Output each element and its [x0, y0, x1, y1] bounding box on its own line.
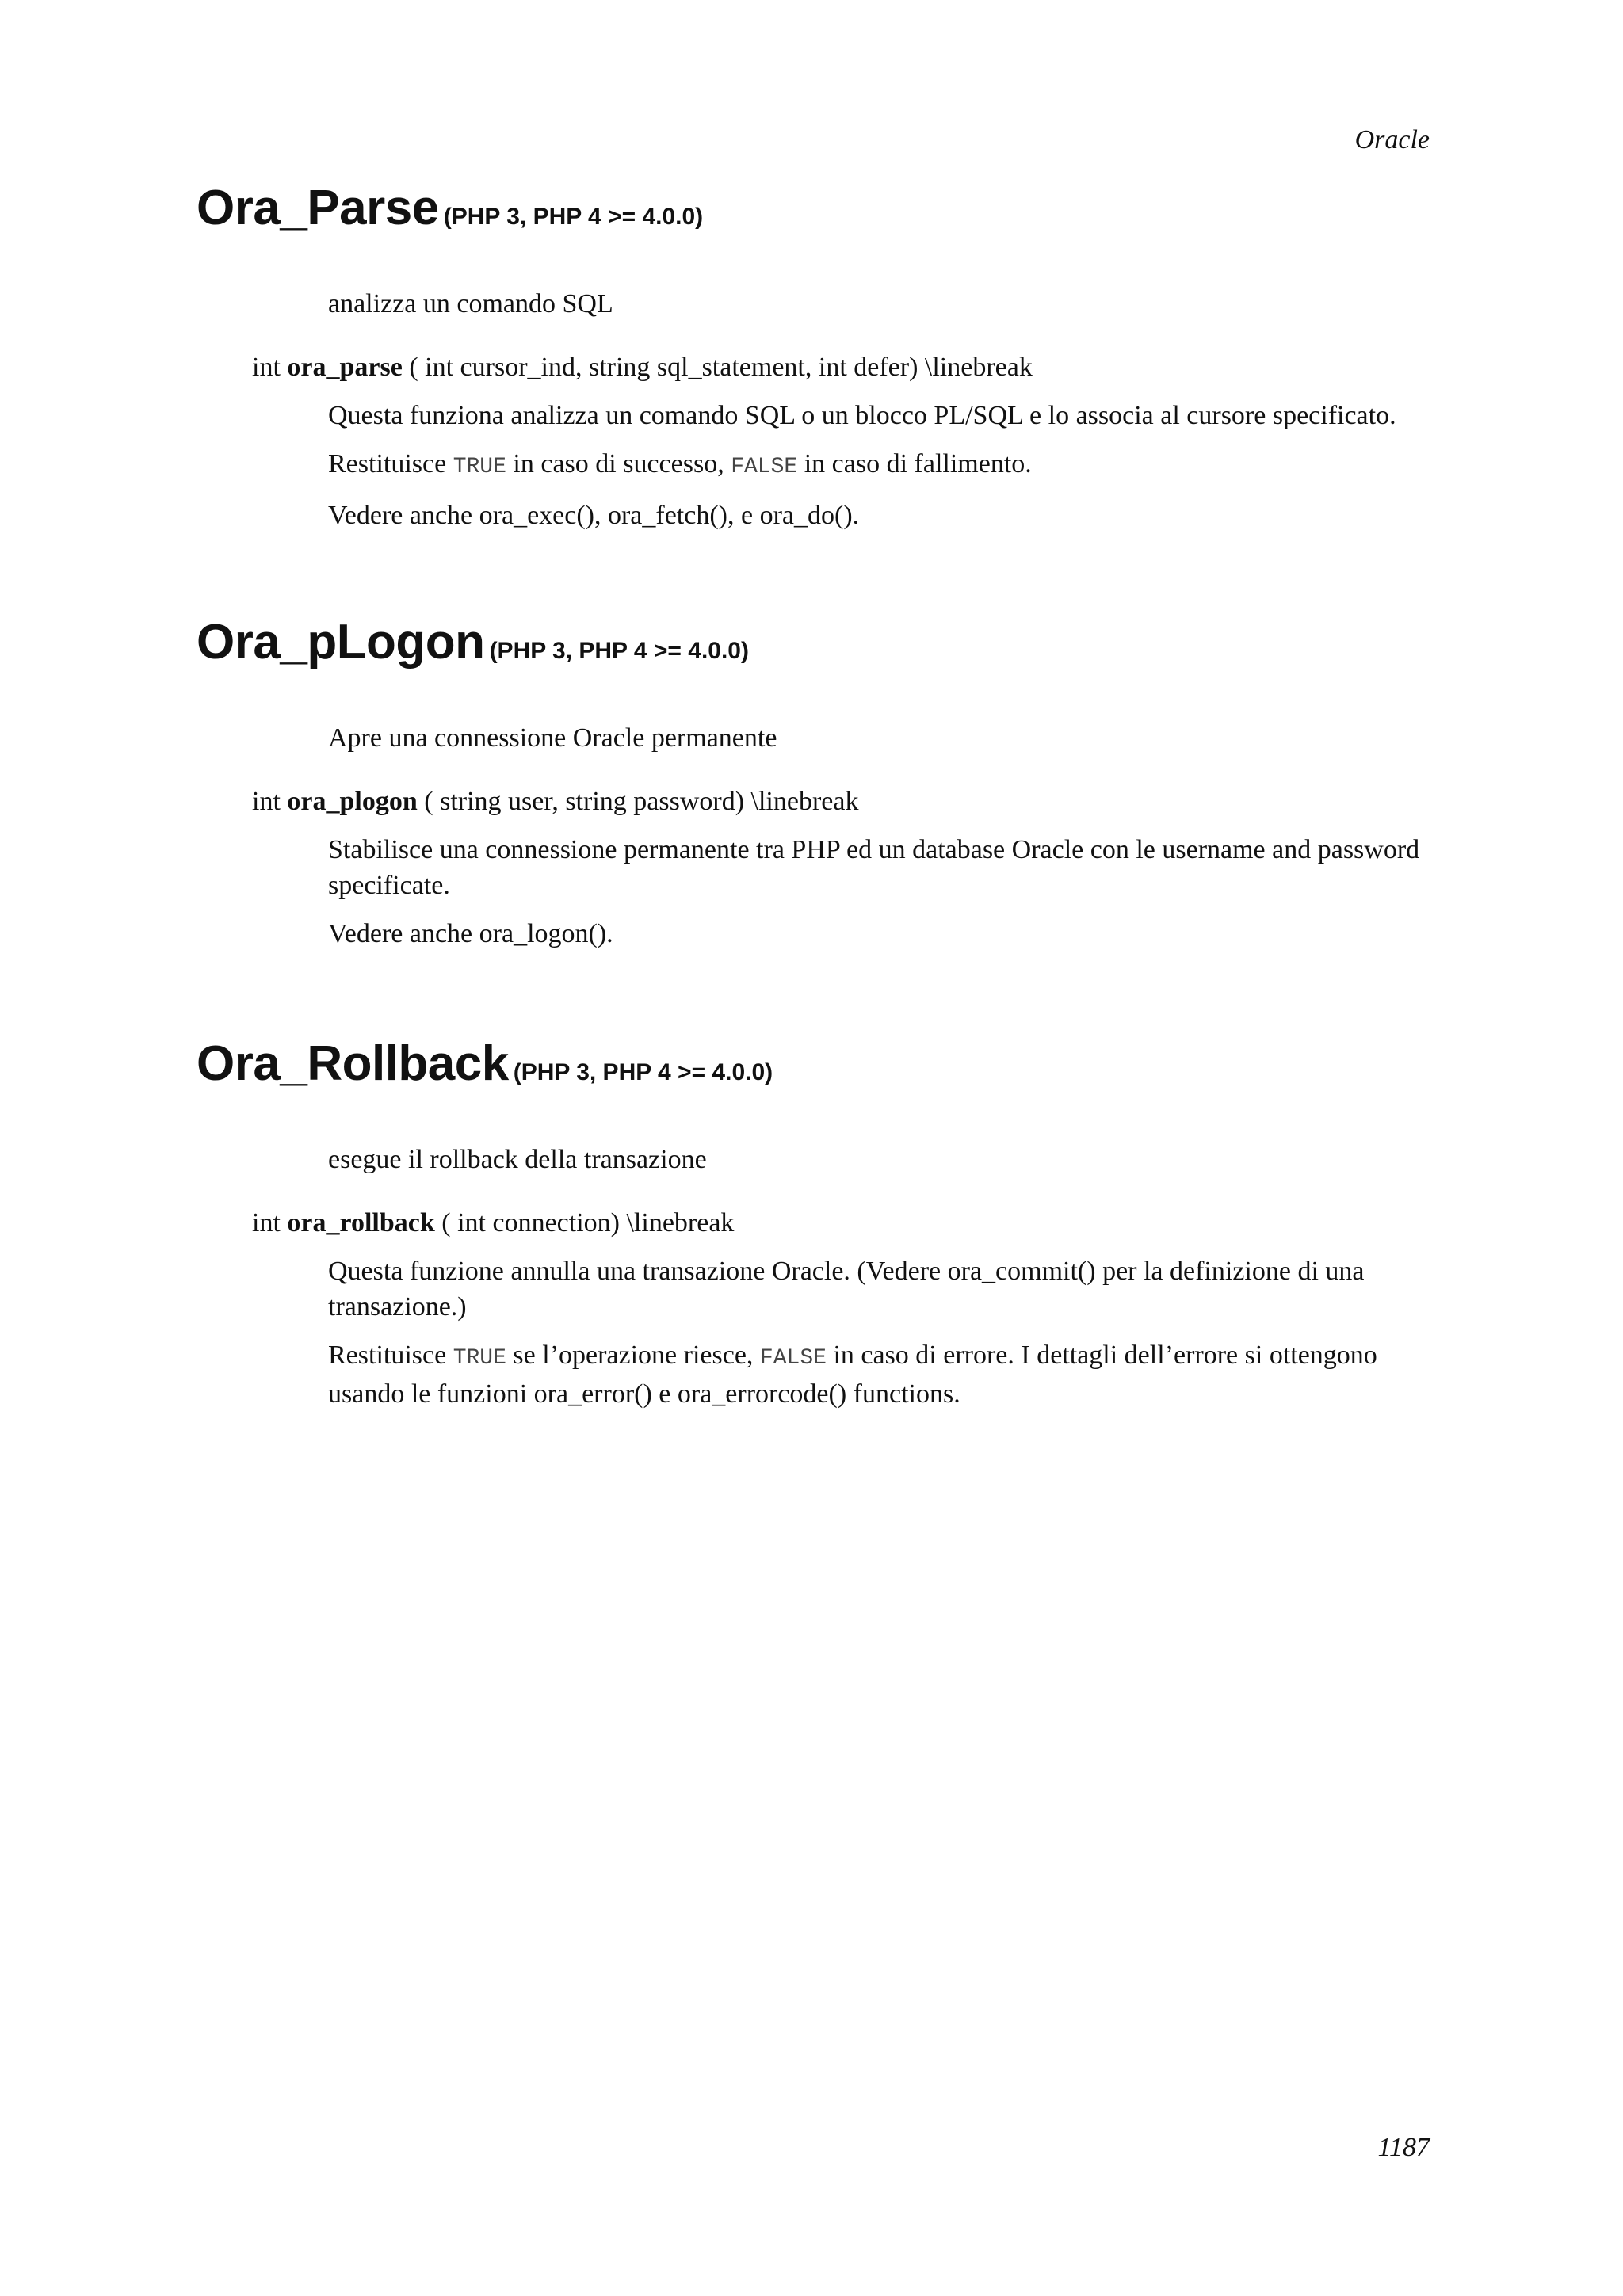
description-paragraph: Vedere anche ora_exec(), ora_fetch(), e ora_do(). — [328, 501, 860, 530]
description — [328, 832, 1438, 964]
function-args: ( int connection) \linebreak — [441, 1208, 735, 1238]
return-type: int — [252, 1208, 281, 1238]
function-synopsis — [252, 350, 1033, 385]
function-title: Ora_Rollback — [197, 1036, 509, 1091]
description-paragraph: Restituisce TRUE se l’operazione riesce, FALSE in caso di errore. I dettagli dell’errore si ottengono usando le funzioni ora_error() e ora_errorcode() functions. — [328, 1341, 1377, 1409]
purpose-text: analizza un comando SQL — [328, 289, 613, 318]
function-name: ora_parse — [287, 353, 403, 382]
description-paragraph: Restituisce TRUE in caso di successo, FALSE in caso di fallimento. — [328, 449, 1032, 479]
function-title: Ora_pLogon — [197, 615, 485, 669]
constant-true: TRUE — [453, 1346, 506, 1371]
function-synopsis — [252, 784, 858, 819]
constant-false: FALSE — [759, 1346, 827, 1371]
running-header: Oracle — [1354, 125, 1430, 154]
entry-title — [197, 1036, 1433, 1091]
description-paragraph: Stabilisce una connessione permanente tra PHP ed un database Oracle con le username and password specificate. — [328, 835, 1420, 900]
function-name: ora_rollback — [287, 1208, 435, 1238]
function-args: ( string user, string password) \linebreak — [424, 787, 859, 816]
function-synopsis — [252, 1206, 734, 1241]
function-title: Ora_Parse — [197, 181, 439, 235]
entry-title — [197, 181, 1433, 235]
description — [328, 1253, 1438, 1425]
description-paragraph: Questa funziona analizza un comando SQL o un blocco PL/SQL e lo associa al cursore specificato. — [328, 401, 1396, 430]
purpose-text: esegue il rollback della transazione — [328, 1145, 707, 1174]
description — [328, 398, 1438, 546]
version-note: (PHP 3, PHP 4 >= 4.0.0) — [513, 1059, 773, 1085]
function-name: ora_plogon — [287, 787, 418, 816]
entry-ora-plogon — [197, 615, 1433, 948]
return-type: int — [252, 353, 281, 382]
entry-title — [197, 615, 1433, 669]
description-paragraph: Questa funzione annulla una transazione Oracle. (Vedere ora_commit() per la definizione di una transazione.) — [328, 1257, 1365, 1322]
return-type: int — [252, 787, 281, 816]
constant-true: TRUE — [453, 455, 506, 479]
version-note: (PHP 3, PHP 4 >= 4.0.0) — [489, 638, 749, 664]
function-args: ( int cursor_ind, string sql_statement, int defer) \linebreak — [409, 353, 1033, 382]
purpose-text: Apre una connessione Oracle permanente — [328, 723, 777, 753]
constant-false: FALSE — [731, 455, 798, 479]
entry-ora-parse — [197, 181, 1433, 530]
description-paragraph: Vedere anche ora_logon(). — [328, 919, 613, 948]
page-number: 1187 — [1377, 2133, 1430, 2162]
entry-ora-rollback — [197, 1036, 1433, 1409]
version-note: (PHP 3, PHP 4 >= 4.0.0) — [443, 204, 704, 230]
